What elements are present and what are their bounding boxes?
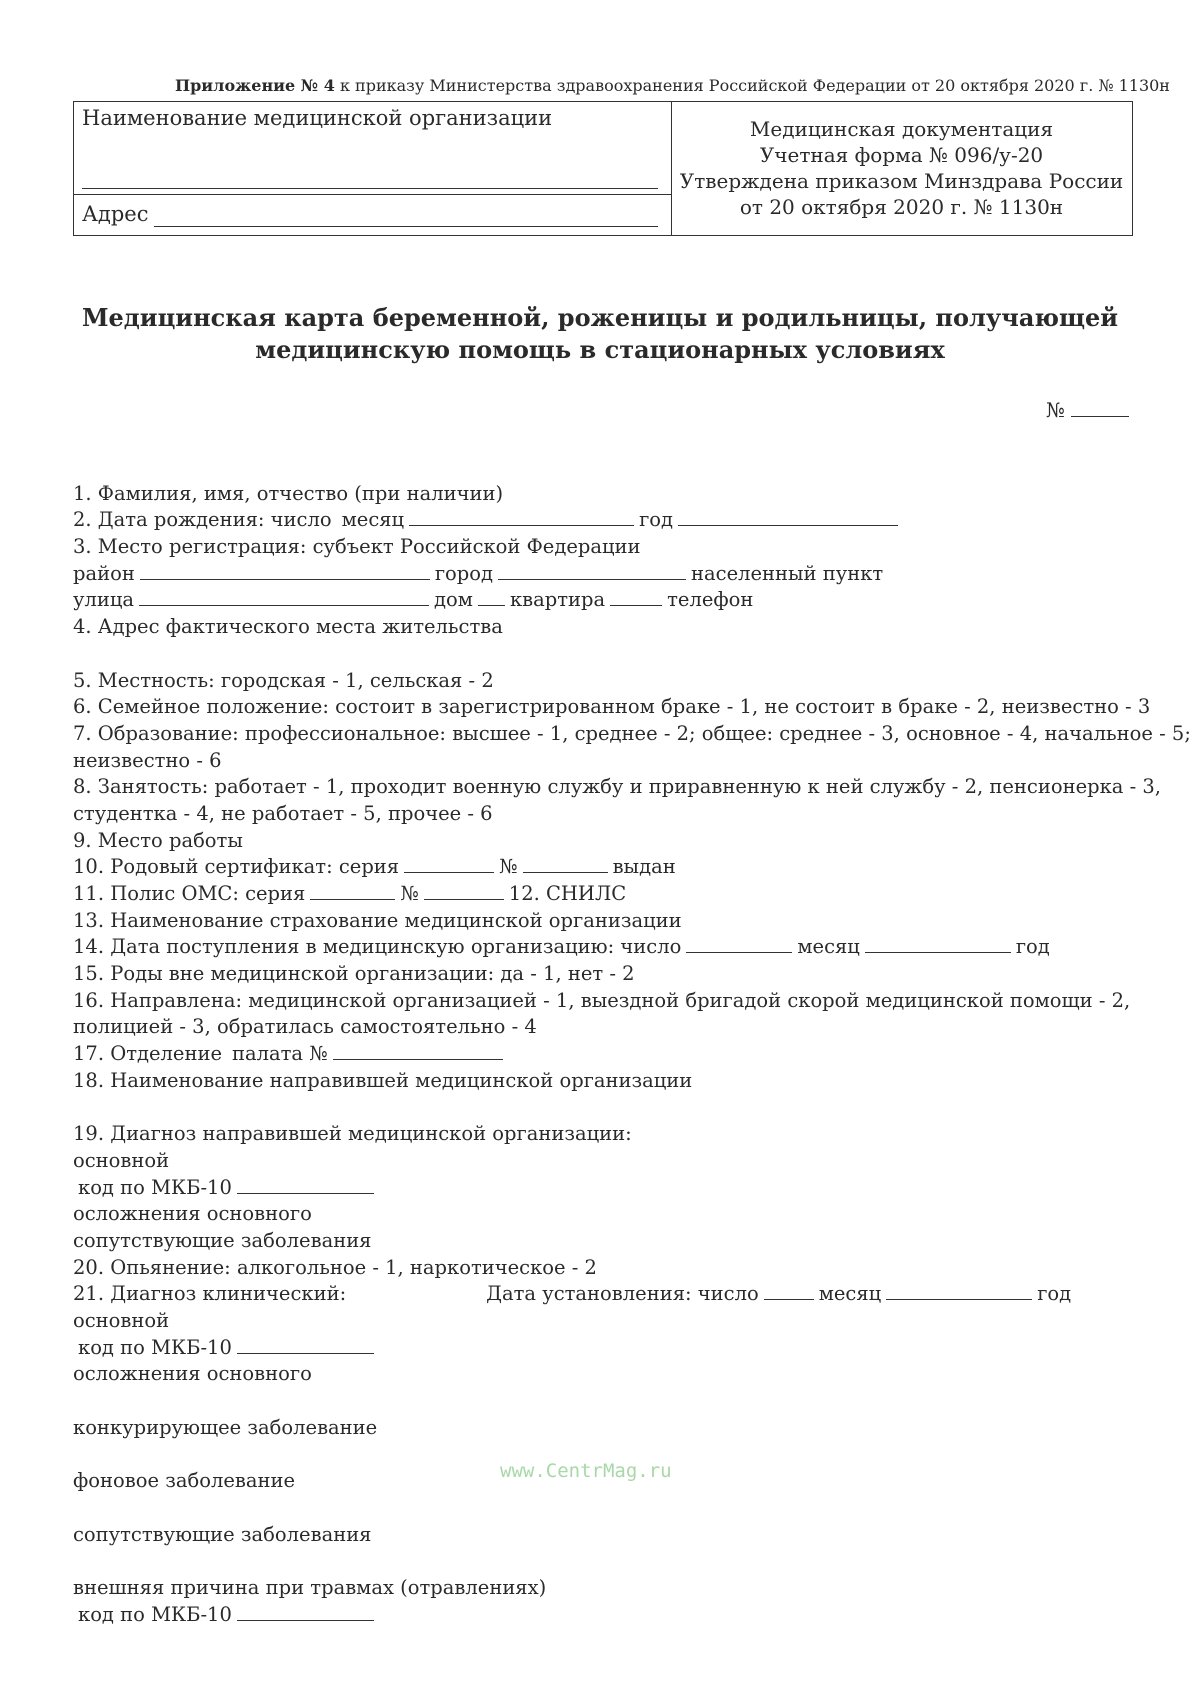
birth-cert-series-field[interactable]	[404, 872, 494, 873]
card-number-label: №	[1046, 398, 1065, 422]
row-4b	[73, 638, 1135, 665]
label-district: район	[73, 561, 135, 585]
row-18b	[73, 1092, 1135, 1119]
row-16b	[73, 1012, 1135, 1039]
label-locality: 5. Местность: городская - 1, сельская - 2	[73, 668, 494, 692]
label-background: фоновое заболевание	[73, 1469, 296, 1493]
row-21g	[73, 1572, 1135, 1599]
label-referred-by-cont: полицией - 3, обратилась самостоятельно - 4	[73, 1015, 537, 1039]
label-referred-by: 16. Направлена: медицинской организацией - 1, выездной бригадой скорой медицинской помощи - 2,	[73, 988, 1131, 1012]
header-box	[73, 101, 1133, 236]
street-field[interactable]	[139, 605, 429, 606]
address-field[interactable]	[154, 226, 658, 227]
form-info	[671, 116, 1132, 220]
appendix-text: к приказу Министерства здравоохранения Российской Федерации от 20 октября 2020 г. № 1130н	[334, 76, 1170, 95]
label-education-cont: неизвестно - 6	[73, 748, 222, 772]
icd10-field[interactable]	[237, 1353, 374, 1354]
appendix-line	[175, 76, 1170, 95]
label-employment-cont: студентка - 4, не работает - 5, прочее - 6	[73, 801, 493, 825]
birth-month-field[interactable]	[409, 525, 634, 526]
row-17	[73, 1038, 1135, 1065]
row-3b	[73, 558, 1135, 585]
approved-date: от 20 октября 2020 г. № 1130н	[739, 195, 1064, 219]
ward-field[interactable]	[333, 1059, 503, 1060]
row-21f2	[73, 1546, 1135, 1573]
label-department: 17. Отделение	[73, 1042, 222, 1066]
org-name-label: Наименование медицинской организации	[82, 106, 553, 130]
label-house: дом	[434, 588, 473, 612]
org-name-field[interactable]	[82, 188, 658, 189]
row-4	[73, 611, 1135, 638]
address-label: Адрес	[82, 202, 149, 226]
house-field[interactable]	[478, 605, 505, 606]
label-referring-org: 18. Наименование направившей медицинской организации	[73, 1068, 693, 1092]
label-actual-address: 4. Адрес фактического места жительства	[73, 615, 503, 639]
row-18	[73, 1065, 1135, 1092]
label-street: улица	[73, 588, 135, 612]
label-snils: 12. СНИЛС	[508, 882, 627, 905]
label-competing: конкурирующее заболевание	[73, 1415, 378, 1439]
row-3	[73, 531, 1135, 558]
label-referral-diagnosis: 19. Диагноз направившей медицинской организации:	[73, 1122, 632, 1146]
label-birth-cert-no: №	[499, 855, 518, 879]
row-6	[73, 692, 1151, 719]
label-diag-date-day: Дата установления: число	[486, 1282, 759, 1306]
title-line-1: Медицинская карта беременной, роженицы и родильницы, получающей	[81, 303, 1119, 332]
row-15	[73, 958, 1135, 985]
label-birth-day: 2. Дата рождения: число	[73, 508, 332, 532]
row-5	[73, 665, 1135, 692]
page-title	[60, 302, 1140, 366]
label-employment: 8. Занятость: работает - 1, проходит военную службу и приравненную к ней службу - 2, пенсионерка - 3,	[73, 775, 1161, 799]
doc-type: Медицинская документация	[749, 117, 1054, 141]
row-21b	[73, 1332, 1135, 1359]
oms-number-field[interactable]	[424, 899, 504, 900]
row-21	[73, 1279, 1135, 1306]
label-oms-policy: 11. Полис ОМС: серия	[73, 882, 306, 905]
label-complications-2: осложнения основного	[73, 1362, 312, 1386]
label-clinical-diagnosis: 21. Диагноз клинический:	[73, 1282, 347, 1306]
row-13	[73, 905, 1135, 932]
label-region: 3. Место регистрация: субъект Российской Федерации	[73, 535, 641, 559]
label-apartment: квартира	[509, 588, 606, 612]
title-line-2: медицинскую помощь в стационарных условиях	[255, 335, 945, 364]
header-separator	[74, 194, 671, 195]
row-7b	[73, 745, 1135, 772]
label-birth-month: месяц	[341, 508, 405, 532]
label-ward: палата №	[232, 1042, 328, 1066]
label-education: 7. Образование: профессиональное: высшее - 1, среднее - 2; общее: среднее - 3, основное - 4, начальное - 5;	[73, 721, 1191, 745]
row-3c	[73, 585, 1135, 612]
label-birth-cert: 10. Родовый сертификат: серия	[73, 855, 400, 879]
birth-year-field[interactable]	[678, 525, 898, 526]
row-19b	[73, 1172, 1135, 1199]
label-admission-year: год	[1015, 935, 1050, 959]
row-21a	[73, 1305, 1135, 1332]
label-concomitant: сопутствующие заболевания	[73, 1228, 372, 1252]
district-field[interactable]	[140, 579, 430, 580]
apartment-field[interactable]	[610, 605, 662, 606]
row-8b	[73, 798, 1135, 825]
label-external-cause: внешняя причина при травмах (отравлениях)	[73, 1575, 547, 1599]
row-1	[73, 478, 1135, 505]
birth-cert-number-field[interactable]	[523, 872, 608, 873]
diag-day-field[interactable]	[764, 1299, 814, 1300]
row-19	[73, 1119, 1135, 1146]
row-10	[73, 852, 1135, 879]
label-concomitant-2: сопутствующие заболевания	[73, 1522, 372, 1546]
oms-series-field[interactable]	[310, 899, 395, 900]
label-diag-month: месяц	[818, 1282, 882, 1306]
row-21e2	[73, 1492, 1135, 1519]
diag-month-field[interactable]	[886, 1299, 1032, 1300]
ref-icd10-field[interactable]	[237, 1193, 374, 1194]
appendix-bold: Приложение № 4	[175, 76, 335, 95]
label-admission-month: месяц	[797, 935, 860, 959]
label-admission-day: 14. Дата поступления в медицинскую организацию: число	[73, 935, 682, 959]
row-16	[73, 985, 1135, 1012]
row-2	[73, 505, 1135, 532]
row-21h	[73, 1599, 1135, 1626]
card-number	[1046, 398, 1129, 422]
label-icd10-3: код по МКБ-10	[78, 1602, 232, 1626]
row-14	[73, 932, 1135, 959]
row-21d	[73, 1412, 1135, 1439]
label-icd10: код по МКБ-10	[78, 1175, 232, 1199]
label-settlement: населенный пункт	[691, 561, 884, 585]
row-19a	[73, 1145, 1135, 1172]
row-19c	[73, 1199, 1135, 1226]
label-city: город	[434, 561, 494, 585]
label-workplace: 9. Место работы	[73, 828, 243, 852]
row-21c	[73, 1359, 1135, 1386]
row-8	[73, 772, 1161, 799]
icd10-external-field[interactable]	[237, 1620, 374, 1621]
card-number-field[interactable]	[1071, 398, 1129, 417]
admission-month-field[interactable]	[865, 952, 1011, 953]
form-number: Учетная форма № 096/у-20	[759, 143, 1044, 167]
city-field[interactable]	[498, 579, 686, 580]
watermark: www.CentrMag.ru	[500, 1460, 672, 1482]
label-birth-cert-issued: выдан	[612, 855, 676, 879]
label-marital-status: 6. Семейное положение: состоит в зарегистрированном браке - 1, не состоит в браке - 2, неизвестно - 3	[73, 695, 1151, 719]
label-full-name: 1. Фамилия, имя, отчество (при наличии)	[73, 481, 504, 505]
label-icd10-2: код по МКБ-10	[78, 1335, 232, 1359]
label-main-diagnosis: основной	[73, 1148, 170, 1172]
row-20	[73, 1252, 1135, 1279]
row-11	[73, 878, 1135, 905]
approved-by: Утверждена приказом Минздрава России	[679, 169, 1124, 193]
label-insurer: 13. Наименование страхование медицинской организации	[73, 908, 682, 932]
row-9	[73, 825, 1135, 852]
row-21c2	[73, 1385, 1135, 1412]
label-phone: телефон	[667, 588, 754, 612]
label-diag-year: год	[1037, 1282, 1072, 1306]
admission-day-field[interactable]	[686, 952, 792, 953]
label-birth-year: год	[639, 508, 674, 532]
label-oms-no: №	[400, 882, 419, 905]
row-19d	[73, 1225, 1135, 1252]
label-main-diagnosis-2: основной	[73, 1309, 170, 1332]
row-21f	[73, 1519, 1135, 1546]
form-body	[73, 478, 1191, 1626]
row-7	[73, 718, 1191, 745]
label-complications: осложнения основного	[73, 1202, 312, 1226]
label-intoxication: 20. Опьянение: алкогольное - 1, наркотическое - 2	[73, 1255, 597, 1279]
label-birth-outside: 15. Роды вне медицинской организации: да - 1, нет - 2	[73, 962, 635, 986]
